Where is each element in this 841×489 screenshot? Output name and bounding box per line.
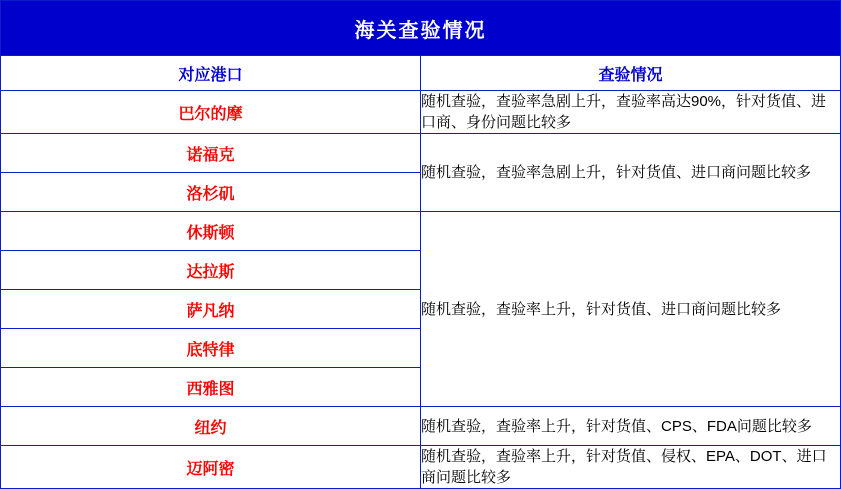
column-header-port: 对应港口 (1, 56, 421, 91)
port-name: 巴尔的摩 (1, 91, 421, 134)
inspection-detail: 随机查验，查验率上升，针对货值、进口商问题比较多 (421, 212, 841, 407)
port-name: 迈阿密 (1, 446, 421, 489)
port-name: 诺福克 (1, 134, 421, 173)
page-title: 海关查验情况 (1, 1, 841, 56)
table-row (1, 91, 841, 134)
port-name: 洛杉矶 (1, 173, 421, 212)
table-row (1, 212, 841, 251)
port-name: 西雅图 (1, 368, 421, 407)
table-row (1, 407, 841, 446)
port-name: 底特律 (1, 329, 421, 368)
table-row (1, 446, 841, 489)
inspection-detail: 随机查验，查验率急剧上升，查验率高达90%，针对货值、进口商、身份问题比较多 (421, 91, 841, 134)
table-title-row (1, 1, 841, 56)
inspection-detail: 随机查验，查验率急剧上升，针对货值、进口商问题比较多 (421, 134, 841, 212)
port-name: 萨凡纳 (1, 290, 421, 329)
table-header-row (1, 56, 841, 91)
table-row (1, 134, 841, 173)
inspection-detail: 随机查验，查验率上升，针对货值、侵权、EPA、DOT、进口商问题比较多 (421, 446, 841, 489)
port-name: 纽约 (1, 407, 421, 446)
inspection-detail: 随机查验，查验率上升，针对货值、CPS、FDA问题比较多 (421, 407, 841, 446)
port-name: 达拉斯 (1, 251, 421, 290)
port-name: 休斯顿 (1, 212, 421, 251)
column-header-inspection: 查验情况 (421, 56, 841, 91)
